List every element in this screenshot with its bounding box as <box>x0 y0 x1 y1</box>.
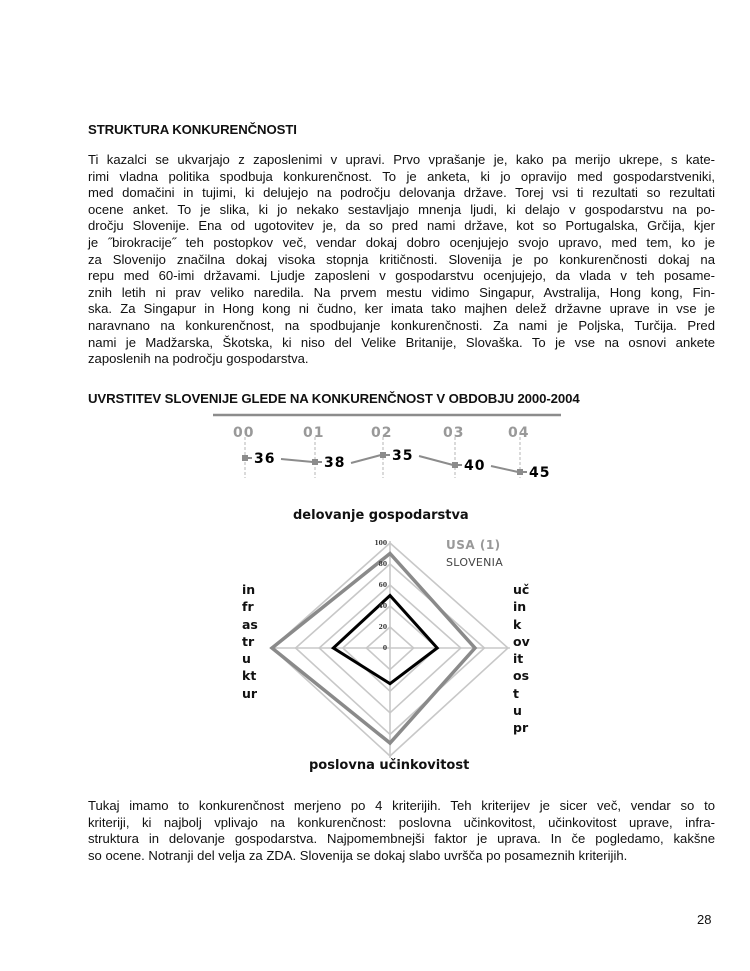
label-fragment: ov <box>513 633 530 649</box>
page-number: 28 <box>697 912 712 927</box>
text-line: Ti kazalci se ukvarjajo z zaposlenimi v upravi. Prvo vprašanje je, kako pa merijo ukrepe, s kate- <box>88 152 715 167</box>
radar-tick: 60 <box>378 582 387 589</box>
label-fragment: k <box>513 616 522 632</box>
text-line: ska. Za Singapur in Hong kong ni čudno, ker imata tako majhen delež državne uprave in vse je <box>88 301 715 317</box>
label-fragment: uč <box>513 582 530 597</box>
rank-value: 36 <box>254 451 276 467</box>
text-line: nami je Madžarska, Škotska, ki niso del Velike Britanije, Slovaška. To je vse na osnovi ankete <box>88 334 715 350</box>
label-fragment: u <box>513 703 522 719</box>
label-fragment: in <box>242 582 256 597</box>
text-line: znih letih ni prav veliko naredila. Na prvem mestu vidimo Singapur, Avstralija, Hong kong, Fin- <box>88 284 715 300</box>
year-label: 04 <box>508 425 530 441</box>
label-fragment: t <box>513 685 519 701</box>
text-line: zaposlenih na področju gospodarstva. <box>88 351 309 367</box>
radar-tick: 40 <box>378 603 387 610</box>
radar-tick: 0 <box>382 645 387 652</box>
text-line: med domačini in tujimi, ki delujejo na področju delovanja države. Torej vsi ti rezultati so rezultati <box>88 185 715 201</box>
text-line: je ˝birokracije˝ teh postopkov več, vendar dokaj dobro ocenjujejo svojo upravo, med tem, ko je <box>88 234 715 250</box>
section-heading-struktura: STRUKTURA KONKURENČNOSTI <box>88 122 297 137</box>
radar-axis-top-label: delovanje gospodarstva <box>293 508 469 523</box>
radar-axis-left-label <box>242 581 258 702</box>
year-label: 00 <box>233 425 255 441</box>
year-label: 01 <box>303 425 325 441</box>
label-fragment: tr <box>242 633 255 649</box>
label-fragment: as <box>242 616 258 632</box>
legend-usa: USA (1) <box>446 538 501 552</box>
label-fragment: fr <box>242 599 254 615</box>
label-fragment: in <box>513 599 527 615</box>
label-fragment: u <box>242 651 251 667</box>
text-line: Tukaj imamo to konkurenčnost merjeno po 4 kriterijih. Teh kriterijev je sicer več, vendar so to <box>88 798 715 813</box>
text-line: kriteriji, ki najbolj vplivajo na konkurenčnost: poslovna učinkovitost, učinkovitost uprave, infra- <box>88 814 715 830</box>
text-line: za Slovenijo značilna dokaj visoka stopnja kritičnosti. Slovenija je po konkurenčnosti dokaj na <box>88 251 715 267</box>
year-label: 03 <box>443 425 465 441</box>
label-fragment: it <box>513 651 524 667</box>
radar-tick: 100 <box>374 540 387 547</box>
text-line: rimi vladna politika spodbuja konkurenčnost. To je anketa, ki jo opravijo med gospodarstveniki, <box>88 168 715 184</box>
label-fragment: pr <box>513 720 529 736</box>
section-heading-uvrstitev: UVRSTITEV SLOVENIJE GLEDE NA KONKURENČNOST V OBDOBJU 2000-2004 <box>88 391 580 406</box>
text-line: naravnano na konkurenčnost, na spodbujanje konkurenčnosti. Za nami je Poljska, Turčija. Pred <box>88 317 715 333</box>
label-fragment: os <box>513 668 530 684</box>
text-line: repu med 60-imi državami. Ljudje zaposleni v gospodarstvu ocenjujejo, da vlada v teh posame- <box>88 268 715 284</box>
rank-value: 40 <box>464 458 486 474</box>
radar-tick: 80 <box>378 561 387 568</box>
text-line: ocene anket. To je slika, ki jo nekako sestavljajo mnenja ljudi, ki delajo v gospodarstvu na po- <box>88 201 715 217</box>
radar-axis-right-label <box>513 581 530 737</box>
legend-slovenia: SLOVENIA <box>446 556 504 569</box>
radar-axis-bottom-label: poslovna učinkovitost <box>309 758 470 773</box>
text-line: dročju Slovenije. Ena od ugotovitev je, da so pred nami države, kot so Portugalska, Grčija, kjer <box>88 218 715 234</box>
label-fragment: ur <box>242 685 258 701</box>
radar-tick: 20 <box>378 624 387 631</box>
rank-value: 38 <box>324 455 346 471</box>
rank-value: 35 <box>392 448 414 464</box>
year-label: 02 <box>371 425 393 441</box>
rank-value: 45 <box>529 465 551 481</box>
text-line: struktura in delovanje gospodarstva. Najpomembnejši faktor je uprava. In če pogledamo, kakšne <box>88 831 715 847</box>
label-fragment: kt <box>242 668 257 684</box>
text-line: so ocene. Notranji del velja za ZDA. Slovenija se dokaj slabo uvršča po posameznih kriterijih. <box>88 847 628 863</box>
paragraph-kriteriji <box>88 798 715 864</box>
